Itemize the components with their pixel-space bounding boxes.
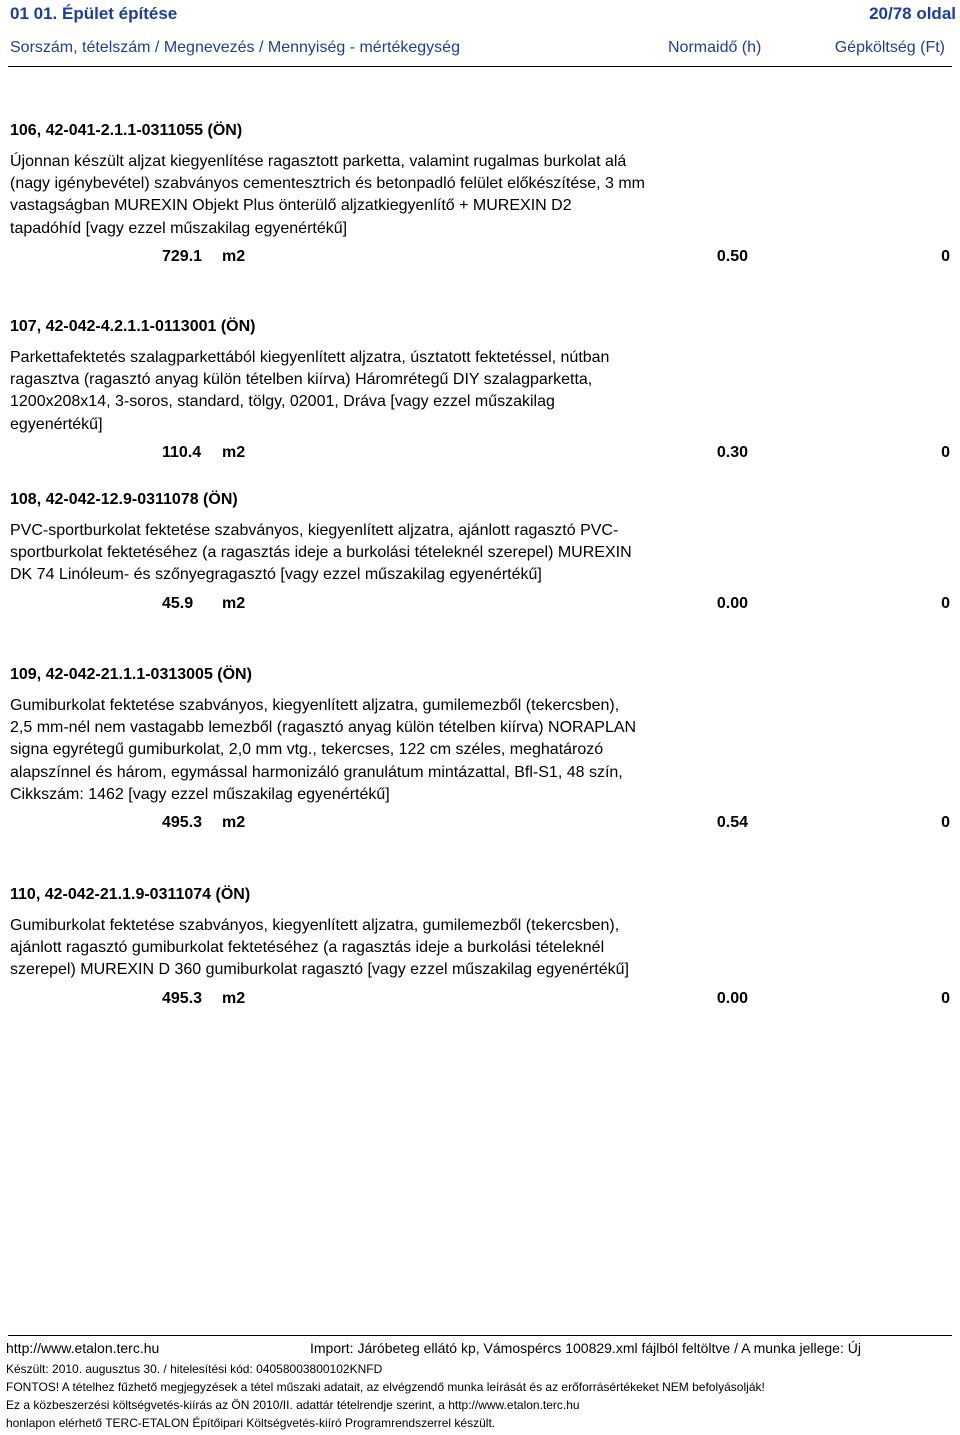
item-quantity: 495.3	[162, 814, 203, 832]
header-divider	[8, 66, 952, 67]
footer-basis: Ez a közbeszerzési költségvetés-kiírás az ÖN 2010/II. adattár tételrendje szerint, a http://www.etalon.terc.hu	[6, 1398, 580, 1412]
item-id: 106, 42-041-2.1.1-0311055 (ÖN)	[10, 122, 243, 139]
item-106	[10, 121, 950, 268]
item-id: 109, 42-042-21.1.1-0313005 (ÖN)	[10, 666, 252, 683]
item-quantity: 45.9	[162, 594, 194, 612]
item-unit: m2	[222, 814, 246, 832]
item-values	[10, 246, 950, 268]
column-header-norm-time: Normaidő (h)	[668, 39, 762, 56]
footer-notice: FONTOS! A tételhez fűzhető megjegyzések a tétel műszaki adatait, az elvégzendő munka leírását és az erőforrásértékeket NEM befolyásolják!	[6, 1380, 765, 1394]
item-values	[10, 988, 950, 1010]
item-machine-cost: 0	[941, 443, 950, 461]
item-unit: m2	[222, 443, 246, 461]
item-id: 108, 42-042-12.9-0311078 (ÖN)	[10, 491, 238, 508]
item-unit: m2	[222, 989, 246, 1007]
item-description: PVC-sportburkolat fektetése szabványos, kiegyenlített aljzatra, ajánlott ragasztó PVC-sportburkolat fektetéséhez (a ragasztás ideje a burkolási tételeknél szerepel) MUREXIN DK 74 Linóleum- és szőnyegragasztó [vagy ezzel műszakilag egyenértékű]	[10, 522, 632, 584]
column-header-description: Sorszám, tételszám / Megnevezés / Mennyiség - mértékegység	[10, 39, 460, 56]
item-quantity: 495.3	[162, 989, 203, 1007]
item-machine-cost: 0	[941, 814, 950, 832]
item-description: Gumiburkolat fektetése szabványos, kiegyenlített aljzatra, gumilemezből (tekercsben), 2,5 mm-nél nem vastagabb lemezből (ragasztó anyag külön tételben kiírva) NORAPLAN signa egyrétegű gumiburkolat, 2,0 mm vtg., tekercses, 122 cm széles, meghatározó alapszínnel és három, egymással harmonizáló granulátum mintázattal, Bfl-S1, 48 szín, Cikkszám: 1462 [vagy ezzel műszakilag egyenértékű]	[10, 697, 637, 803]
footer-import-info: Import: Járóbeteg ellátó kp, Vámospércs 100829.xml fájlból feltöltve / A munka jellege: Új	[310, 1340, 861, 1356]
item-quantity: 729.1	[162, 247, 203, 265]
item-norm-time: 0.30	[716, 443, 748, 461]
item-108	[10, 490, 950, 615]
item-machine-cost: 0	[941, 989, 950, 1007]
document-title: 01 01. Épület építése	[10, 4, 178, 23]
item-id: 110, 42-042-21.1.9-0311074 (ÖN)	[10, 886, 251, 903]
item-unit: m2	[222, 594, 246, 612]
item-description: Gumiburkolat fektetése szabványos, kiegyenlített aljzatra, gumilemezből (tekercsben), ajánlott ragasztó gumiburkolat fektetéséhez (a ragasztás ideje a burkolási tételeknél szerepel) MUREXIN D 360 gumiburkolat ragasztó [vagy ezzel műszakilag egyenértékű]	[10, 917, 629, 979]
item-norm-time: 0.00	[716, 989, 748, 1007]
footer-created: Készült: 2010. augusztus 30. / hitelesítési kód: 04058003800102KNFD	[6, 1362, 383, 1376]
page-number: 20/78 oldal	[869, 4, 956, 23]
item-quantity: 110.4	[162, 443, 202, 461]
item-norm-time: 0.54	[716, 814, 748, 832]
item-id: 107, 42-042-4.2.1.1-0113001 (ÖN)	[10, 318, 256, 335]
item-107	[10, 317, 950, 464]
item-unit: m2	[222, 247, 246, 265]
item-description: Újonnan készült aljzat kiegyenlítése ragasztott parketta, valamint rugalmas burkolat alá (nagy igénybevétel) szabványos cementesztrich és betonpadló felület előkészítése, 3 mm vastagságban MUREXIN Objekt Plus önterülő aljzatkiegyenlítő + MUREXIN D2 tapadóhíd [vagy ezzel műszakilag egyenértékű]	[10, 153, 646, 237]
footer-software: honlapon elérhető TERC-ETALON Építőipari Költségvetés-kiíró Programrendszerrel készült.	[6, 1416, 496, 1430]
item-machine-cost: 0	[941, 594, 950, 612]
item-norm-time: 0.50	[716, 247, 748, 265]
item-110	[10, 885, 950, 1010]
column-header-machine-cost: Gépköltség (Ft)	[834, 39, 945, 56]
item-norm-time: 0.00	[716, 594, 748, 612]
item-values	[10, 812, 950, 834]
item-machine-cost: 0	[941, 247, 950, 265]
footer-divider	[8, 1335, 952, 1336]
item-values	[10, 593, 950, 615]
footer-url: http://www.etalon.terc.hu	[6, 1340, 160, 1356]
item-description: Parkettafektetés szalagparkettából kiegyenlített aljzatra, úsztatott fektetéssel, nútban ragasztva (ragasztó anyag külön tételben kiírva) Háromrétegű DIY szalagparketta, 1200x208x14, 3-soros, standard, tölgy, 02001, Dráva [vagy ezzel műszakilag egyenértékű]	[10, 349, 610, 433]
item-109	[10, 665, 950, 834]
item-values	[10, 442, 950, 464]
